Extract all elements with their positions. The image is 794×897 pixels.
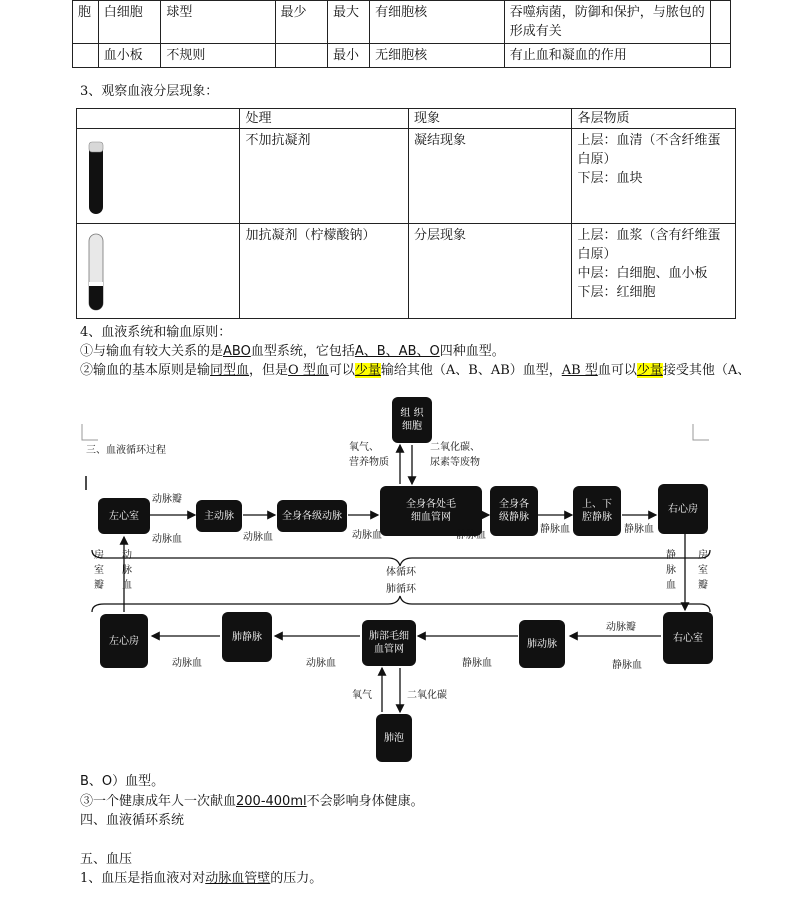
layer-line: 中层：白细胞、血小板 [577, 266, 708, 281]
small-amount-highlight: 少量 [354, 363, 381, 378]
volume-term: 200-400ml [236, 794, 307, 809]
text-segment: 不会影响身体健康。 [306, 794, 424, 809]
layer-line: 上层：血清（不含纤维蛋白原） [577, 133, 721, 167]
node-pulmonary-vein: 肺静脉 [222, 612, 272, 662]
node-veins: 全身各 级静脉 [490, 486, 538, 536]
label-arterial-blood-vertical: 动脉血 [122, 550, 132, 591]
text-segment: 可以 [328, 363, 355, 378]
node-aorta: 主动脉 [196, 500, 242, 532]
cell-treatment: 不加抗凝剂 [240, 129, 409, 224]
cell-phenomenon: 分层现象 [409, 224, 572, 319]
node-lung-capillaries: 肺部毛细 血管网 [362, 620, 416, 666]
cell-name: 白细胞 [98, 1, 161, 44]
node-arteries: 全身各级动脉 [277, 500, 347, 532]
text-segment: ③一个健康成年人一次献血 [80, 794, 237, 809]
text-segment: 血可以 [597, 363, 637, 378]
diagram-title: 三、血液循环过程 [86, 445, 166, 456]
header-phenomenon: 现象 [409, 109, 572, 129]
tail-line2 [80, 793, 424, 811]
label-arterial-blood: 动脉血 [352, 530, 382, 541]
text-segment: 血型系统，它包括 [250, 344, 355, 359]
node-pulmonary-artery: 肺动脉 [519, 620, 565, 668]
o-type-term: O 型血 [288, 363, 329, 378]
tail-line5 [80, 870, 322, 888]
node-alveoli: 肺泡 [376, 714, 412, 762]
label-av-valve-right: 房室瓣 [698, 550, 708, 591]
node-left-atrium: 左心房 [100, 614, 148, 668]
label-arterial-blood: 动脉血 [243, 532, 273, 543]
text-segment: ①与输血有较大关系的是 [80, 344, 224, 359]
label-venous-blood: 静脉血 [612, 660, 642, 671]
node-vena-cava: 上、下 腔静脉 [573, 486, 621, 536]
label-venous-blood: 静脉血 [456, 530, 486, 541]
same-type-term: 同型血 [210, 363, 250, 378]
cell-function: 有止血和凝血的作用 [504, 44, 711, 68]
header-treatment: 处理 [240, 109, 409, 129]
text-segment: 1、血压是指血液对对 [80, 871, 206, 886]
label-venous-blood: 静脉血 [540, 524, 570, 535]
text-segment: 输给其他（A、B、AB）血型， [380, 363, 562, 378]
cell-size: 最大 [327, 1, 369, 44]
cell-nucleus: 无细胞核 [370, 44, 505, 68]
layer-line: 上层：血浆（含有纤维蛋白原） [577, 228, 721, 262]
section-title-circulation: 四、血液循环系统 [80, 813, 185, 828]
label-arterial-blood: 动脉血 [306, 658, 336, 669]
text-segment: 接受其他（A、 [662, 363, 751, 378]
label-co2-waste: 二氧化碳、 尿素等废物 [430, 442, 480, 468]
ab-type-term: AB 型 [561, 363, 598, 378]
node-tissue-cells: 组 织 细胞 [392, 397, 432, 443]
label-co2: 二氧化碳 [407, 690, 447, 701]
artery-wall-term: 动脉血管壁 [205, 871, 271, 886]
label-arterial-blood: 动脉血 [152, 534, 182, 545]
node-body-capillaries: 全身各处毛 细血管网 [380, 486, 482, 536]
section3-title: 3、观察血液分层现象： [80, 84, 219, 99]
cell-count: 最少 [275, 1, 327, 44]
layer-line: 下层：红细胞 [577, 285, 656, 300]
blood-types-term: A、B、AB、O [354, 344, 440, 359]
cell-treatment: 加抗凝剂（柠檬酸钠） [240, 224, 409, 319]
node-left-ventricle: 左心室 [98, 498, 150, 534]
cell-shape: 球型 [161, 1, 275, 44]
section4-title: 4、血液系统和输血原则： [80, 325, 232, 340]
layer-line: 下层：血块 [577, 171, 643, 186]
cell-shape: 不规则 [161, 44, 275, 68]
label-venous-blood: 静脉血 [462, 658, 492, 669]
section-title-blood-pressure: 五、血压 [80, 852, 133, 867]
cell-phenomenon: 凝结现象 [409, 129, 572, 224]
header-layers: 各层物质 [572, 109, 736, 129]
label-av-valve-left: 房室瓣 [94, 550, 104, 591]
text-segment: 四种血型。 [439, 344, 505, 359]
text-segment: 的压力。 [270, 871, 323, 886]
label-venous-blood-vertical: 静脉血 [666, 550, 676, 591]
node-right-ventricle: 右心室 [663, 612, 713, 664]
label-artery-valve: 动脉瓣 [152, 494, 182, 505]
node-right-atrium: 右心房 [658, 484, 708, 534]
cell-group: 胞 [73, 1, 99, 44]
cell-nucleus: 有细胞核 [370, 1, 505, 44]
small-amount-highlight: 少量 [636, 363, 663, 378]
cell-size: 最小 [327, 44, 369, 68]
label-artery-valve: 动脉瓣 [606, 622, 636, 633]
label-o2-nutrients: 氧气、 营养物质 [349, 442, 389, 468]
label-arterial-blood: 动脉血 [172, 658, 202, 669]
cell-name: 血小板 [98, 44, 161, 68]
abo-term: ABO [223, 344, 251, 359]
label-oxygen: 氧气 [352, 690, 372, 701]
cell-function: 吞噬病菌，防御和保护，与脓包的形成有关 [504, 1, 711, 44]
tail-line1: B、O）血型。 [80, 774, 165, 789]
label-venous-blood: 静脉血 [624, 524, 654, 535]
text-segment: ，但是 [249, 363, 289, 378]
text-segment: ②输血的基本原则是输 [80, 363, 211, 378]
label-pulmonary-circulation: 肺循环 [386, 584, 416, 595]
label-systemic-circulation: 体循环 [386, 567, 416, 578]
